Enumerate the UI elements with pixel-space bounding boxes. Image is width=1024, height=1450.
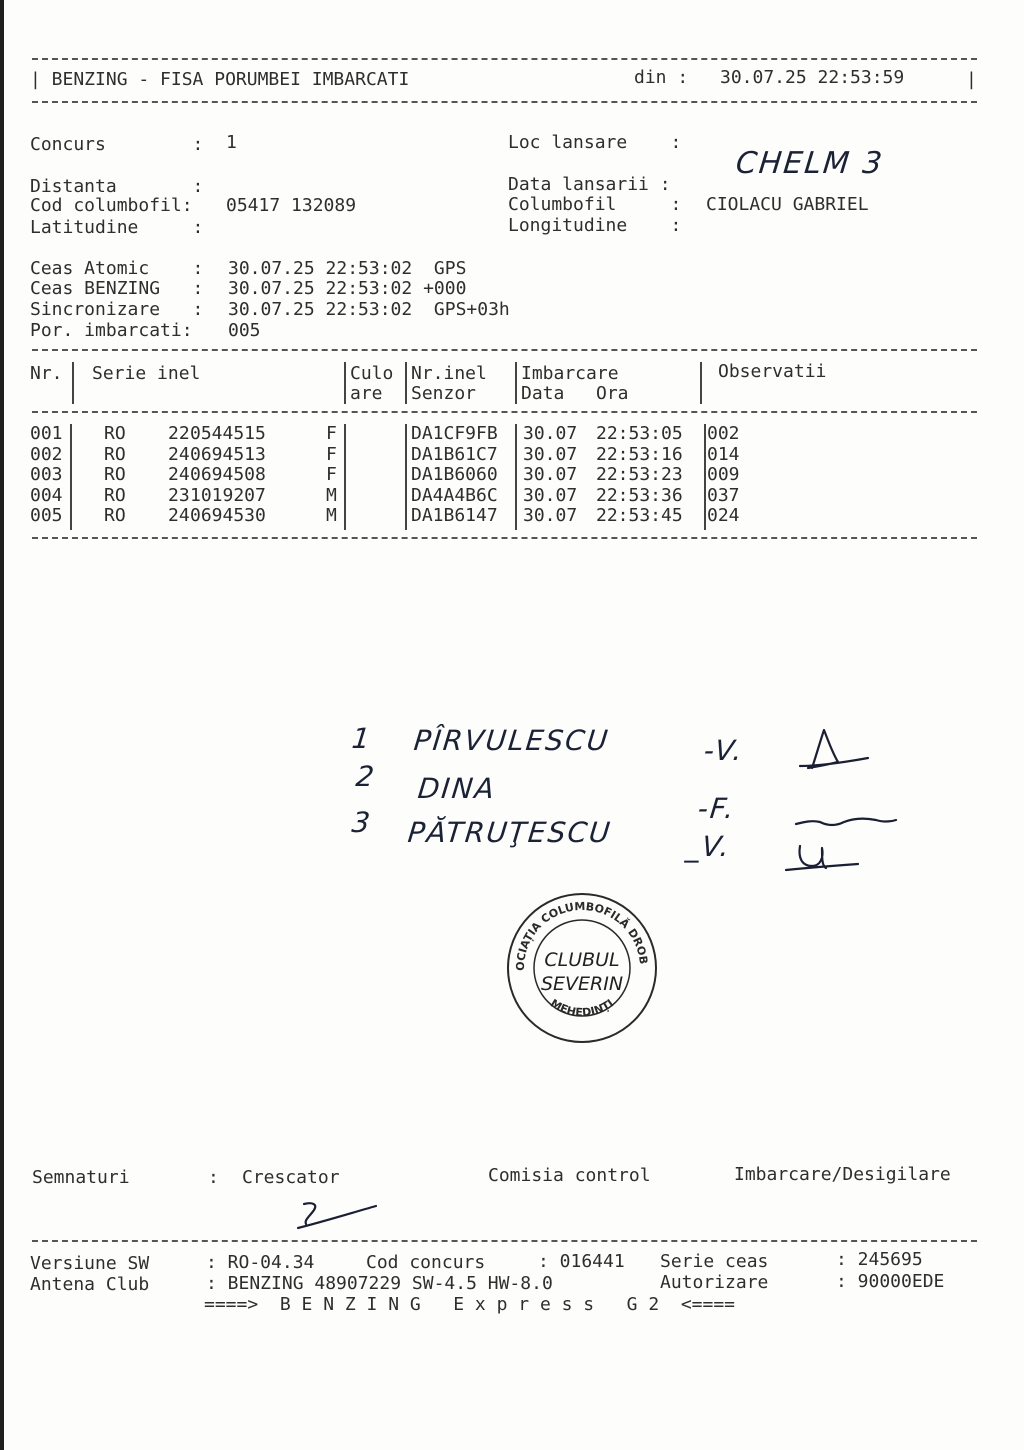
column-separator (344, 424, 346, 530)
cell-ring: 0544515 (190, 423, 266, 444)
cell-nr: 004 (30, 484, 63, 506)
divider (32, 101, 977, 103)
column-separator (704, 424, 706, 530)
cell-year: 24 (168, 443, 190, 465)
cell-time: 22:53:45 (596, 505, 683, 527)
crescator-signature (292, 1196, 382, 1236)
divider (32, 58, 977, 60)
columbofil-value: CIOLACU GABRIEL (706, 194, 869, 215)
print-date: 30.07.25 22:53:59 (720, 67, 905, 88)
ceas-benzing-label: Ceas BENZING : (30, 278, 204, 299)
stamp-line-2: SEVERIN (540, 973, 624, 995)
cod-concurs-label: Cod concurs (366, 1252, 486, 1273)
date-label: din : (634, 67, 689, 88)
cell-time: 22:53:23 (596, 464, 683, 486)
column-separator (344, 362, 346, 404)
cell-ring: 0694530 (190, 505, 266, 527)
cell-date: 30.07 (523, 484, 578, 506)
cell-obs: 002 (707, 423, 740, 444)
cell-nr: 003 (30, 464, 63, 486)
cell-date: 30.07 (523, 505, 578, 527)
handwritten-num-3: 3 (350, 806, 374, 839)
antena-club-value: : BENZING 48907229 SW-4.5 HW-8.0 (206, 1273, 553, 1294)
cell-country: RO (104, 505, 126, 527)
handwritten-mark-1: -V. (702, 734, 746, 767)
title-end-bar: | (966, 69, 977, 90)
cell-country: RO (104, 443, 126, 465)
loc-lansare-handwritten: CHELM 3 (734, 146, 886, 181)
header-culoare-2: are (350, 383, 383, 404)
page-edge (0, 0, 4, 1450)
divider (32, 1240, 977, 1242)
semnaturi-label: Semnaturi (32, 1167, 130, 1188)
longitudine-label: Longitudine : (508, 215, 682, 236)
cell-obs: 037 (707, 484, 740, 506)
cell-time: 22:53:16 (596, 443, 683, 465)
column-separator (405, 424, 407, 530)
cell-ring: 1019207 (190, 484, 266, 506)
cell-sensor: DA1B61C7 (411, 443, 498, 465)
cod-columbofil-value: 05417 132089 (226, 195, 357, 216)
cell-nr: 005 (30, 505, 63, 527)
cell-sex: F (326, 464, 337, 486)
handwritten-num-1: 1 (350, 722, 374, 755)
crescator-label: Crescator (242, 1167, 340, 1188)
cell-sensor: DA1B6147 (411, 505, 498, 527)
header-imbarcare: Imbarcare (521, 363, 619, 384)
header-senzor-2: Senzor (411, 383, 477, 404)
cell-country: RO (104, 423, 126, 444)
antena-club-label: Antena Club (30, 1274, 150, 1295)
latitudine-label: Latitudine : (30, 217, 204, 238)
cell-date: 30.07 (523, 423, 578, 444)
cell-sensor: DA4A4B6C (411, 484, 498, 506)
handwritten-mark-3: _V. (684, 830, 733, 863)
initials-signature-1 (790, 722, 880, 782)
cod-concurs-value: : 016441 (538, 1251, 625, 1272)
document-title: | BENZING - FISA PORUMBEI IMBARCATI (30, 69, 410, 90)
club-stamp (502, 888, 662, 1048)
autorizare-label: Autorizare (660, 1272, 769, 1293)
porumbei-imbarcati-label: Por. imbarcati: (30, 320, 193, 341)
cell-sex: F (326, 423, 337, 444)
handwritten-num-2: 2 (354, 760, 378, 793)
cell-obs: 009 (707, 464, 740, 486)
cell-time: 22:53:36 (596, 484, 683, 506)
handwritten-name-3: PĂTRUŢESCU (406, 816, 614, 849)
column-separator (515, 362, 517, 404)
cell-sex: M (326, 505, 337, 527)
cell-year: 23 (168, 484, 190, 506)
divider (32, 411, 977, 413)
column-separator (72, 362, 74, 404)
ceas-atomic-value: 30.07.25 22:53:02 GPS (228, 258, 467, 279)
comisia-control-label: Comisia control (488, 1165, 651, 1186)
header-ora: Ora (596, 383, 629, 404)
column-separator (515, 424, 517, 530)
loc-lansare-label: Loc lansare : (508, 132, 682, 153)
cell-sex: F (326, 443, 337, 465)
handwritten-name-2: DINA (416, 772, 498, 805)
column-separator (700, 362, 702, 404)
cell-nr: 002 (30, 443, 63, 465)
serie-ceas-label: Serie ceas (660, 1251, 769, 1272)
cell-sensor: DA1B6060 (411, 464, 498, 486)
cell-obs: 024 (707, 505, 740, 527)
cell-country: RO (104, 484, 126, 506)
header-data: Data (521, 383, 565, 404)
serie-ceas-value: : 245695 (836, 1249, 923, 1270)
benzing-banner: ====> B E N Z I N G E x p r e s s G 2 <==== (204, 1294, 736, 1315)
initials-signature-2 (790, 806, 900, 836)
header-nr: Nr. (30, 363, 63, 384)
handwritten-name-1: PÎRVULESCU (412, 724, 612, 757)
cell-ring: 0694508 (190, 464, 266, 486)
versiune-sw-value: : RO-04.34 (206, 1252, 315, 1273)
header-culoare-1: Culo (350, 363, 394, 384)
concurs-label: Concurs : (30, 134, 204, 155)
column-separator (405, 362, 407, 404)
autorizare-value: : 90000EDE (836, 1271, 945, 1292)
cell-nr: 001 (30, 423, 63, 444)
cell-ring: 0694513 (190, 443, 266, 465)
divider (32, 349, 977, 351)
columbofil-label: Columbofil : (508, 194, 682, 215)
cell-year: 24 (168, 464, 190, 486)
stamp-line-1: CLUBUL (544, 949, 620, 971)
header-serie-inel: Serie inel (92, 363, 201, 384)
header-observatii: Observatii (718, 361, 827, 382)
cell-date: 30.07 (523, 464, 578, 486)
sincronizare-value: 30.07.25 22:53:02 GPS+03h (228, 299, 510, 320)
cell-year: 22 (168, 423, 190, 444)
header-senzor-1: Nr.inel (411, 363, 487, 384)
cell-year: 24 (168, 505, 190, 527)
stamp-ring-text: OCIAȚIA COLUMBOFILĂ DROB (513, 899, 650, 971)
data-lansarii-label: Data lansarii : (508, 174, 671, 195)
imbarcare-desigilare-label: Imbarcare/Desigilare (734, 1164, 951, 1185)
divider (32, 537, 977, 539)
cell-country: RO (104, 464, 126, 486)
cell-sex: M (326, 484, 337, 506)
cell-date: 30.07 (523, 443, 578, 465)
handwritten-mark-f: -F. (696, 792, 738, 825)
sincronizare-label: Sincronizare : (30, 299, 204, 320)
cell-obs: 014 (707, 443, 740, 465)
porumbei-imbarcati-value: 005 (228, 320, 261, 341)
semnaturi-colon: : (208, 1167, 219, 1188)
concurs-value: 1 (226, 132, 237, 153)
ceas-atomic-label: Ceas Atomic : (30, 258, 204, 279)
cell-time: 22:53:05 (596, 423, 683, 444)
versiune-sw-label: Versiune SW (30, 1253, 150, 1274)
cell-sensor: DA1CF9FB (411, 423, 498, 444)
initials-signature-3 (782, 838, 862, 878)
ceas-benzing-value: 30.07.25 22:53:02 +000 (228, 278, 467, 299)
distanta-label: Distanta : (30, 176, 204, 197)
svg-text:MEHEDINȚI (548, 997, 616, 1020)
stamp-bottom-text: MEHEDINȚI (548, 996, 616, 1020)
cod-columbofil-label: Cod columbofil: (30, 195, 193, 216)
column-separator (70, 424, 72, 530)
